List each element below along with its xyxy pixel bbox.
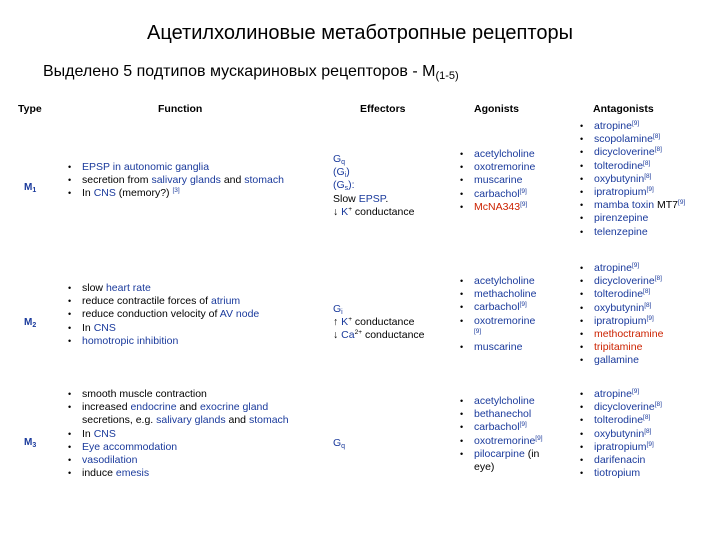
header-effectors: Effectors bbox=[360, 103, 406, 115]
agonist-item[interactable]: • carbachol[9] bbox=[458, 301, 536, 314]
effector-item[interactable]: (Gs): bbox=[333, 179, 355, 193]
function-link[interactable]: salivary glands bbox=[156, 414, 226, 427]
agonist-item[interactable]: • McNA343[9] bbox=[458, 201, 535, 214]
antagonist-item[interactable]: • scopolamine[8] bbox=[578, 133, 685, 146]
function-text: In bbox=[82, 427, 94, 440]
type-subscript: 1 bbox=[32, 187, 37, 194]
antagonist-item[interactable]: • tiotropium bbox=[578, 467, 662, 480]
header-antagonists: Antagonists bbox=[593, 103, 654, 115]
ref-link[interactable]: [3] bbox=[172, 187, 180, 195]
slide-subtitle bbox=[43, 63, 459, 82]
effector-item[interactable]: (Gi) bbox=[333, 166, 350, 180]
function-text: smooth muscle contraction bbox=[82, 388, 207, 400]
m1-agonists bbox=[458, 148, 535, 214]
m3-agonists bbox=[458, 395, 543, 474]
antagonist-item[interactable]: • darifenacin bbox=[578, 454, 662, 467]
agonist-item[interactable]: • oxotremorine bbox=[458, 161, 535, 174]
effector-item[interactable]: Gq bbox=[333, 153, 346, 166]
m1-effectors bbox=[333, 153, 414, 219]
function-text: slow bbox=[82, 282, 106, 294]
antagonist-item[interactable]: • mamba toxin MT7[9] bbox=[578, 199, 685, 212]
m2-functions bbox=[66, 282, 259, 348]
agonist-item[interactable]: • muscarine bbox=[458, 174, 535, 187]
antagonist-item[interactable]: • oxybutynin[8] bbox=[578, 173, 685, 186]
m1-functions bbox=[66, 161, 284, 201]
effector-item: ↑ K+ conductance bbox=[333, 316, 415, 329]
agonist-item[interactable]: • acetylcholine bbox=[458, 148, 535, 161]
agonist-item[interactable]: • acetylcholine bbox=[458, 275, 536, 288]
type-m3 bbox=[24, 437, 36, 449]
function-item bbox=[66, 174, 284, 187]
function-item bbox=[66, 282, 259, 295]
antagonist-item[interactable]: • ipratropium[9] bbox=[578, 441, 662, 454]
function-link[interactable]: EPSP in autonomic ganglia bbox=[82, 161, 210, 173]
subtitle-subscript: (1-5) bbox=[435, 70, 459, 82]
antagonist-item[interactable]: • tolterodine[8] bbox=[578, 160, 685, 173]
function-link[interactable]: atrium bbox=[210, 295, 241, 308]
function-link[interactable]: CNS bbox=[93, 321, 116, 334]
antagonist-item[interactable]: • tolterodine[8] bbox=[578, 288, 663, 301]
function-link[interactable]: homotropic inhibition bbox=[82, 334, 179, 347]
agonist-item[interactable]: • muscarine bbox=[458, 341, 536, 354]
function-link[interactable]: emesis bbox=[115, 467, 150, 480]
antagonist-item[interactable]: • dicycloverine[8] bbox=[578, 146, 685, 159]
function-item bbox=[66, 401, 289, 414]
agonist-item[interactable]: • carbachol[9] bbox=[458, 421, 543, 434]
type-letter: M bbox=[24, 317, 33, 328]
function-link[interactable]: stomach bbox=[244, 174, 284, 187]
agonist-item[interactable]: • methacholine bbox=[458, 288, 536, 301]
function-link[interactable]: salivary glands bbox=[151, 174, 221, 187]
function-text: and bbox=[220, 174, 245, 187]
function-text: secretion from bbox=[82, 174, 152, 187]
function-item bbox=[66, 295, 259, 308]
function-text: increased bbox=[82, 401, 131, 414]
effector-item[interactable]: Gi bbox=[333, 303, 343, 316]
function-text: secretions, e.g. bbox=[82, 414, 157, 427]
subtitle-text: Выделено 5 подтипов мускариновых рецепторов - М bbox=[43, 63, 436, 80]
function-text: In bbox=[82, 187, 94, 200]
effector-item: ↓ K+ conductance bbox=[333, 205, 415, 218]
header-function: Function bbox=[158, 103, 203, 115]
function-text: reduce conduction velocity of bbox=[82, 308, 220, 321]
antagonist-item[interactable]: • pirenzepine bbox=[578, 212, 685, 225]
type-letter: M bbox=[24, 182, 33, 193]
type-subscript: 2 bbox=[32, 322, 37, 329]
type-m1 bbox=[24, 182, 36, 194]
function-text: and bbox=[225, 414, 249, 427]
function-item bbox=[66, 441, 289, 454]
agonist-item[interactable]: • oxotremorine [9] bbox=[458, 315, 536, 341]
function-link[interactable]: CNS bbox=[93, 427, 116, 440]
function-item bbox=[66, 187, 284, 200]
m2-effectors bbox=[333, 303, 425, 343]
function-text: (memory?) bbox=[115, 187, 173, 200]
function-link[interactable]: stomach bbox=[248, 414, 289, 427]
function-item bbox=[66, 428, 289, 441]
antagonist-item[interactable]: • oxybutynin[8] bbox=[578, 428, 662, 441]
antagonist-item[interactable]: • tolterodine[8] bbox=[578, 414, 662, 427]
antagonist-item[interactable]: • atropine[9] bbox=[578, 262, 663, 275]
function-item bbox=[66, 467, 289, 480]
function-item bbox=[66, 454, 289, 467]
agonist-item[interactable]: • acetylcholine bbox=[458, 395, 543, 408]
antagonist-item[interactable]: • ipratropium[9] bbox=[578, 186, 685, 199]
agonist-item[interactable]: • carbachol[9] bbox=[458, 188, 535, 201]
slide-title: Ацетилхолиновые метаботропные рецепторы bbox=[147, 22, 573, 44]
antagonist-item[interactable]: • ipratropium[9] bbox=[578, 315, 663, 328]
function-link[interactable]: Eye accommodation bbox=[82, 440, 178, 453]
type-m2 bbox=[24, 317, 36, 329]
antagonist-item[interactable]: • tripitamine bbox=[578, 341, 663, 354]
type-subscript: 3 bbox=[32, 442, 37, 449]
function-link[interactable]: heart rate bbox=[105, 282, 151, 294]
function-link[interactable]: CNS bbox=[93, 187, 116, 200]
function-text: reduce contractile forces of bbox=[82, 295, 211, 308]
antagonist-item[interactable]: • methoctramine bbox=[578, 328, 663, 341]
function-item bbox=[66, 335, 259, 348]
function-item bbox=[66, 161, 284, 174]
header-agonists: Agonists bbox=[474, 103, 519, 115]
antagonist-item[interactable]: • atropine[9] bbox=[578, 388, 662, 401]
m2-agonists bbox=[458, 275, 536, 354]
antagonist-item[interactable]: • dicycloverine[8] bbox=[578, 401, 662, 414]
type-letter: M bbox=[24, 437, 33, 448]
agonist-item-continued: eye) bbox=[474, 461, 495, 474]
agonist-item[interactable]: • oxotremorine[9] bbox=[458, 435, 543, 448]
function-text: and bbox=[176, 401, 200, 414]
antagonist-item[interactable]: • oxybutynin[8] bbox=[578, 302, 663, 315]
antagonist-item[interactable]: • atropine[9] bbox=[578, 120, 685, 133]
effector-item[interactable]: Gq bbox=[333, 437, 346, 450]
function-link[interactable]: exocrine gland bbox=[199, 401, 269, 414]
header-type: Type bbox=[18, 103, 42, 115]
effector-item: ↓ $Ca^{2+}$ conductance bbox=[333, 329, 425, 342]
m3-functions bbox=[66, 388, 289, 480]
m3-effectors bbox=[333, 437, 345, 450]
function-item bbox=[66, 322, 259, 335]
function-text: induce bbox=[82, 467, 116, 480]
antagonist-item[interactable]: • dicycloverine[8] bbox=[578, 275, 663, 288]
agonist-item[interactable]: • bethanechol bbox=[458, 408, 543, 421]
function-item bbox=[66, 388, 289, 401]
effector-item: Slow EPSP. bbox=[333, 192, 389, 205]
agonist-item[interactable]: • pilocarpine (in bbox=[458, 448, 543, 461]
antagonist-item[interactable]: • gallamine bbox=[578, 354, 663, 367]
m3-antagonists bbox=[578, 388, 662, 480]
function-link[interactable]: endocrine bbox=[130, 401, 177, 414]
function-link[interactable]: AV node bbox=[219, 308, 260, 321]
antagonist-item[interactable]: • telenzepine bbox=[578, 226, 685, 239]
function-link[interactable]: vasodilation bbox=[82, 454, 138, 467]
function-item bbox=[66, 308, 259, 321]
function-item bbox=[66, 414, 289, 427]
m1-antagonists bbox=[578, 120, 685, 239]
function-text: In bbox=[82, 321, 94, 334]
m2-antagonists bbox=[578, 262, 663, 368]
